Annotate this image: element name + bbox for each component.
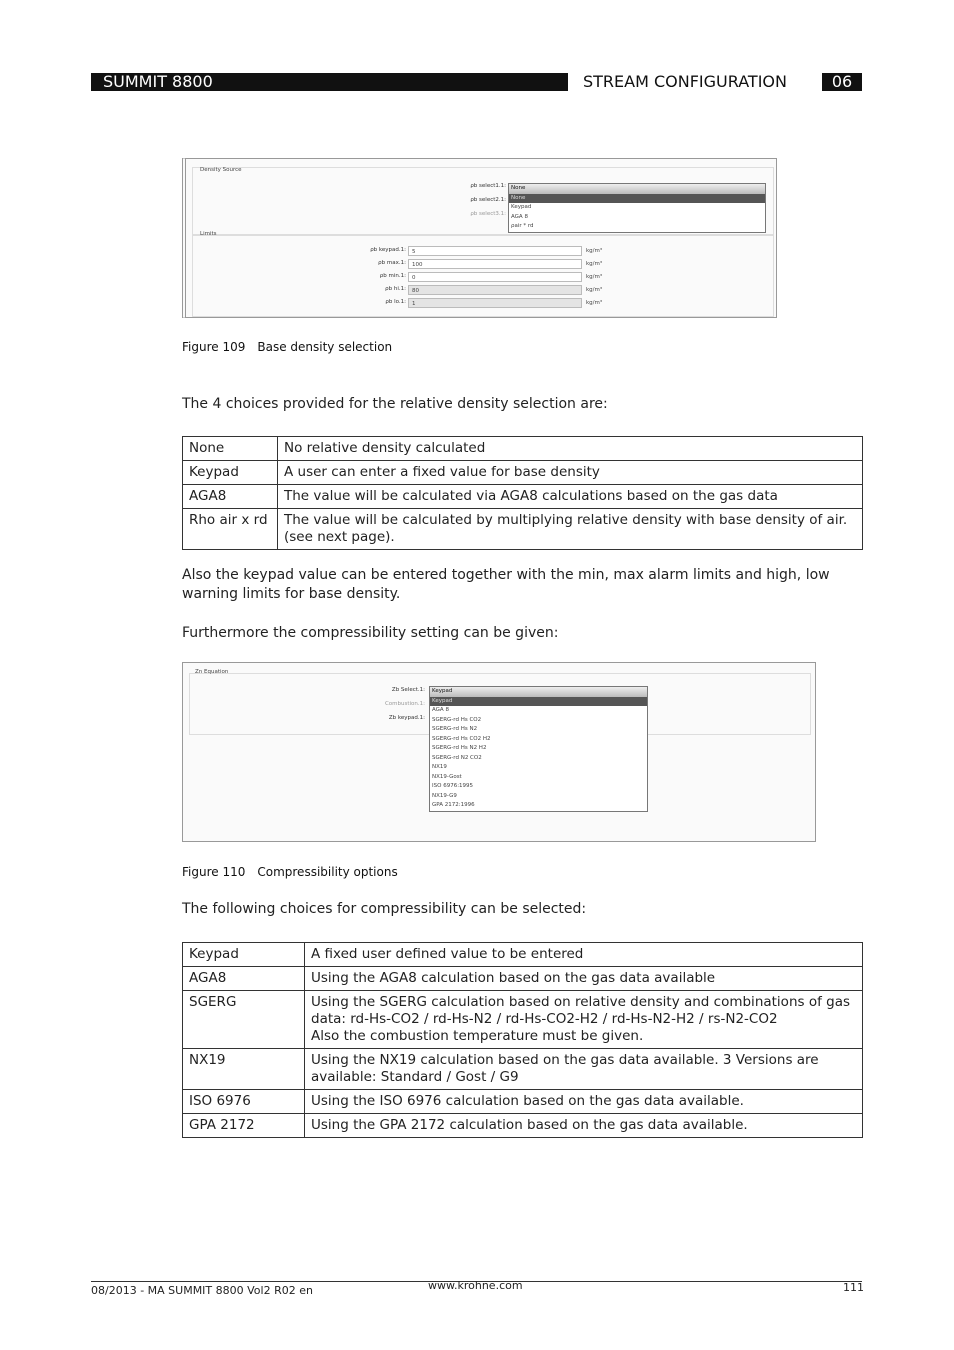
paragraph: Also the keypad value can be entered together with the min, max alarm limits and high, low warning limits for base density. [182,567,830,602]
unit: kg/m³ [586,248,603,254]
option[interactable]: Keypad [511,204,532,210]
table-row [183,1114,863,1138]
label: Zb keypad.1: [388,715,425,721]
label: ρb select3.1: [470,211,506,217]
paragraph: Furthermore the compressibility setting can be given: [182,625,559,641]
option[interactable]: Keypad [430,697,647,707]
dropdown-value[interactable]: None [509,184,765,194]
description-cell: The value will be calculated via AGA8 calculations based on the gas data [278,485,863,509]
unit: kg/m³ [586,261,603,267]
max-input[interactable]: 100 [408,259,582,269]
option[interactable]: SGERG-rd Hs N2 H2 [432,745,487,751]
caption-text: Base density selection [257,340,393,354]
description-cell: No relative density calculated [278,437,863,461]
footer-url[interactable]: www.krohne.com [428,1279,523,1292]
table-row [183,1090,863,1114]
label: ρb min.1: [379,273,406,279]
label: ρb select2.1: [470,197,506,203]
table-row [183,437,863,461]
label: Combustion.1: [384,701,425,707]
option[interactable]: SGERG-rd Hs CO2 [432,716,482,723]
caption-text: Compressibility options [257,865,398,879]
option-cell: SGERG [183,991,305,1049]
header-product: SUMMIT 8800 [91,73,568,91]
label: ρb hi.1: [385,286,406,292]
group-zn-equation: Zn Equation [195,669,229,675]
option-cell: Keypad [183,943,305,967]
lo-input[interactable]: 1 [408,298,582,308]
caption-number: Figure 110 [182,865,246,879]
option[interactable]: ρair * rd [511,223,534,229]
caption-number: Figure 109 [182,340,246,354]
option[interactable]: SGERG-rd Hs CO2 H2 [432,735,491,742]
dropdown-value[interactable]: Keypad [430,687,647,697]
option-cell: ISO 6976 [183,1090,305,1114]
paragraph: The 4 choices provided for the relative density selection are: [182,396,608,412]
label: ρb select1.1: [470,183,506,189]
option[interactable]: NX19-G9 [432,792,457,799]
group-limits: Limits [200,231,217,237]
description-cell: A fixed user defined value to be entered [305,943,863,967]
figure-110-screenshot [182,662,816,842]
option-cell: Rho air x rd [183,509,278,550]
table-row [183,967,863,991]
label: ρb max.1: [378,260,406,266]
description-cell: Using the GPA 2172 calculation based on the gas data available. [305,1114,863,1138]
description-cell: Using the SGERG calculation based on relative density and combinations of gas data: rd-Hs-CO2 / rd-Hs-N2 / rd-Hs-CO2-H2 / rd-Hs-N2-H2 / rs-N2-CO2 Also the combustion temperature must be given. [305,991,863,1049]
option-cell: GPA 2172 [183,1114,305,1138]
paragraph: The following choices for compressibility can be selected: [182,901,587,917]
label: Zb Select.1: [391,687,425,693]
min-input[interactable]: 0 [408,272,582,282]
description-cell: Using the NX19 calculation based on the gas data available. 3 Versions are available: Standard / Gost / G9 [305,1049,863,1090]
table-row [183,1049,863,1090]
option[interactable]: ISO 6976:1995 [432,783,474,789]
description-cell: Using the AGA8 calculation based on the gas data available [305,967,863,991]
compressibility-select-dropdown[interactable] [429,686,648,812]
group-density-source: Density Source [200,167,242,173]
option-cell: Keypad [183,461,278,485]
description-cell: A user can enter a fixed value for base density [278,461,863,485]
table-row [183,461,863,485]
option-cell: AGA8 [183,967,305,991]
unit: kg/m³ [586,300,603,306]
unit: kg/m³ [586,274,603,280]
relative-density-table [182,436,863,550]
hi-input[interactable]: 80 [408,285,582,295]
option[interactable]: NX19-Gost [432,773,462,780]
density-select-dropdown[interactable] [508,183,766,233]
option[interactable]: NX19 [432,764,447,770]
option-cell: NX19 [183,1049,305,1090]
figure-110-caption [182,865,410,879]
option-cell: None [183,437,278,461]
option[interactable]: AGA 8 [511,213,528,220]
option-cell: AGA8 [183,485,278,509]
option[interactable]: AGA 8 [432,707,449,713]
table-row [183,991,863,1049]
option[interactable]: SGERG-rd Hs N2 [432,726,478,732]
option[interactable]: None [509,194,765,204]
table-row [183,943,863,967]
footer-doc: 08/2013 - MA SUMMIT 8800 Vol2 R02 en [91,1284,313,1297]
table-row [183,485,863,509]
option[interactable]: SGERG-rd N2 CO2 [432,754,482,761]
description-cell: Using the ISO 6976 calculation based on the gas data available. [305,1090,863,1114]
label: ρb keypad.1: [370,247,406,253]
description-cell: The value will be calculated by multiplying relative density with base density of air.(see next page). [278,509,863,550]
figure-109-screenshot [182,158,777,318]
unit: kg/m³ [586,287,603,293]
keypad-input[interactable]: 5 [408,246,582,256]
header-chapter: 06 [822,73,862,91]
table-row [183,509,863,550]
figure-109-caption [182,340,404,354]
footer-page: 111 [843,1281,864,1294]
compressibility-table [182,942,863,1138]
option[interactable]: GPA 2172:1996 [432,802,475,808]
label: ρb lo.1: [385,299,406,305]
header-section: STREAM CONFIGURATION [583,72,787,91]
